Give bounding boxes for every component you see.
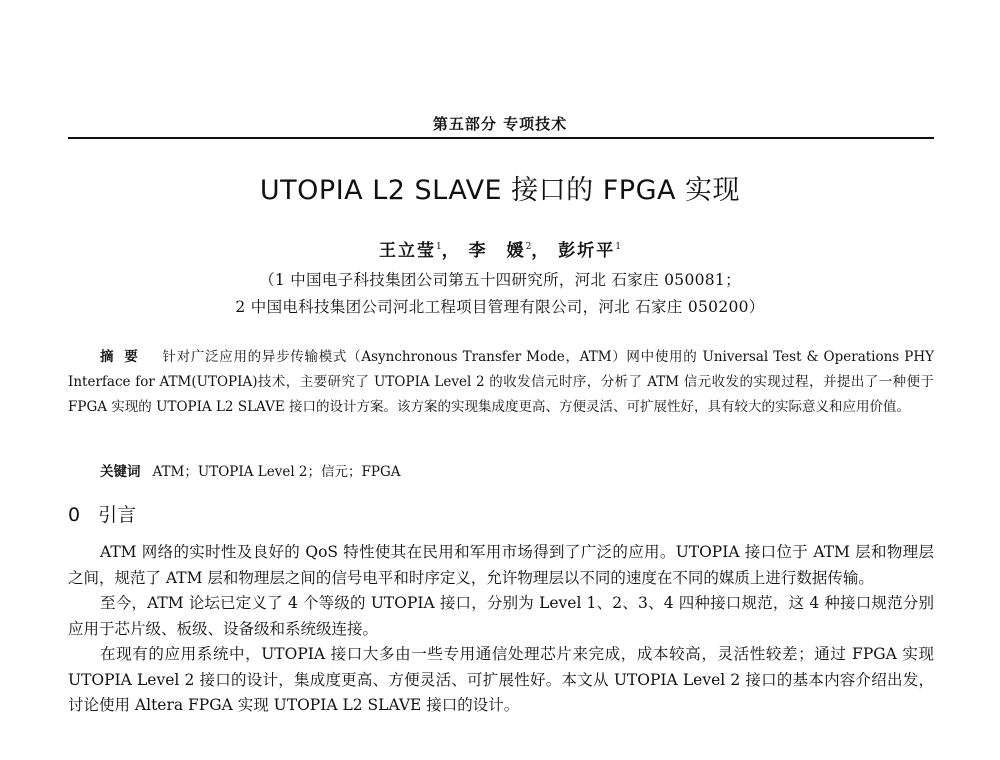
- abstract-label: 摘要: [100, 349, 149, 365]
- keywords-text: ATM；UTOPIA Level 2；信元；FPGA: [152, 464, 401, 480]
- section-heading: [68, 500, 136, 527]
- section-title: 引言: [98, 504, 137, 526]
- body-paragraph: 在现有的应用系统中，UTOPIA 接口大多由一些专用通信处理芯片来完成，成本较高，灵活性较差；通过 FPGA 实现 UTOPIA Level 2 接口的设计，集成度更高、方便灵活、可扩展性好。本文从 UTOPIA Level 2 接口的基本内容介绍出发，讨论使用 Altera FPGA 实现 UTOPIA L2 SLAVE 接口的设计。: [68, 645, 934, 714]
- abstract: [68, 345, 934, 420]
- running-header: 第五部分 专项技术: [432, 115, 568, 133]
- abstract-text: 针对广泛应用的异步传输模式（Asynchronous Transfer Mode，ATM）网中使用的 Universal Test & Operations PHY Interface for ATM(UTOPIA)技术，主要研究了 UTOPIA Level 2 的收发信元时序，分析了 ATM 信元收发的实现过程，并提出了一种便于 FPGA 实现的 UTOPIA L2 SLAVE 接口的设计方案。该方案的实现集成度更高、方便灵活、可扩展性好，具有较大的实际意义和应用价值。: [68, 349, 934, 415]
- author-affil-mark: 1: [435, 242, 442, 252]
- keywords-label: 关键词: [100, 464, 141, 480]
- keywords: [100, 460, 934, 480]
- author-list: [0, 236, 1000, 261]
- body-paragraph: ATM 网络的实时性及良好的 QoS 特性使其在民用和军用市场得到了广泛的应用。UTOPIA 接口位于 ATM 层和物理层之间，规范了 ATM 层和物理层之间的信号电平和时序定义，允许物理层以不同的速度在不同的媒质上进行数据传输。: [68, 543, 934, 587]
- author-affil-mark: 2: [525, 242, 532, 252]
- author-separator: ，: [441, 241, 461, 261]
- header-rule: [68, 137, 934, 139]
- paper-title: UTOPIA L2 SLAVE 接口的 FPGA 实现: [259, 175, 741, 206]
- affiliation-line: 2 中国电科技集团公司河北工程项目管理有限公司，河北 石家庄 050200）: [235, 298, 765, 316]
- body-paragraph: 至今，ATM 论坛已定义了 4 个等级的 UTOPIA 接口，分别为 Level 1、2、3、4 四种接口规范，这 4 种接口规范分别应用于芯片级、板级、设备级和系统级连接。: [68, 594, 934, 638]
- section-body: [68, 540, 934, 719]
- author-name: 李 媛: [468, 241, 526, 261]
- author-name: 彭圻平: [558, 241, 616, 261]
- affiliation-line: （1 中国电子科技集团公司第五十四研究所，河北 石家庄 050081；: [259, 271, 741, 289]
- author-affil-mark: 1: [615, 242, 622, 252]
- section-number: 0: [68, 504, 81, 526]
- author-separator: ，: [531, 241, 551, 261]
- author-name: 王立莹: [378, 241, 436, 261]
